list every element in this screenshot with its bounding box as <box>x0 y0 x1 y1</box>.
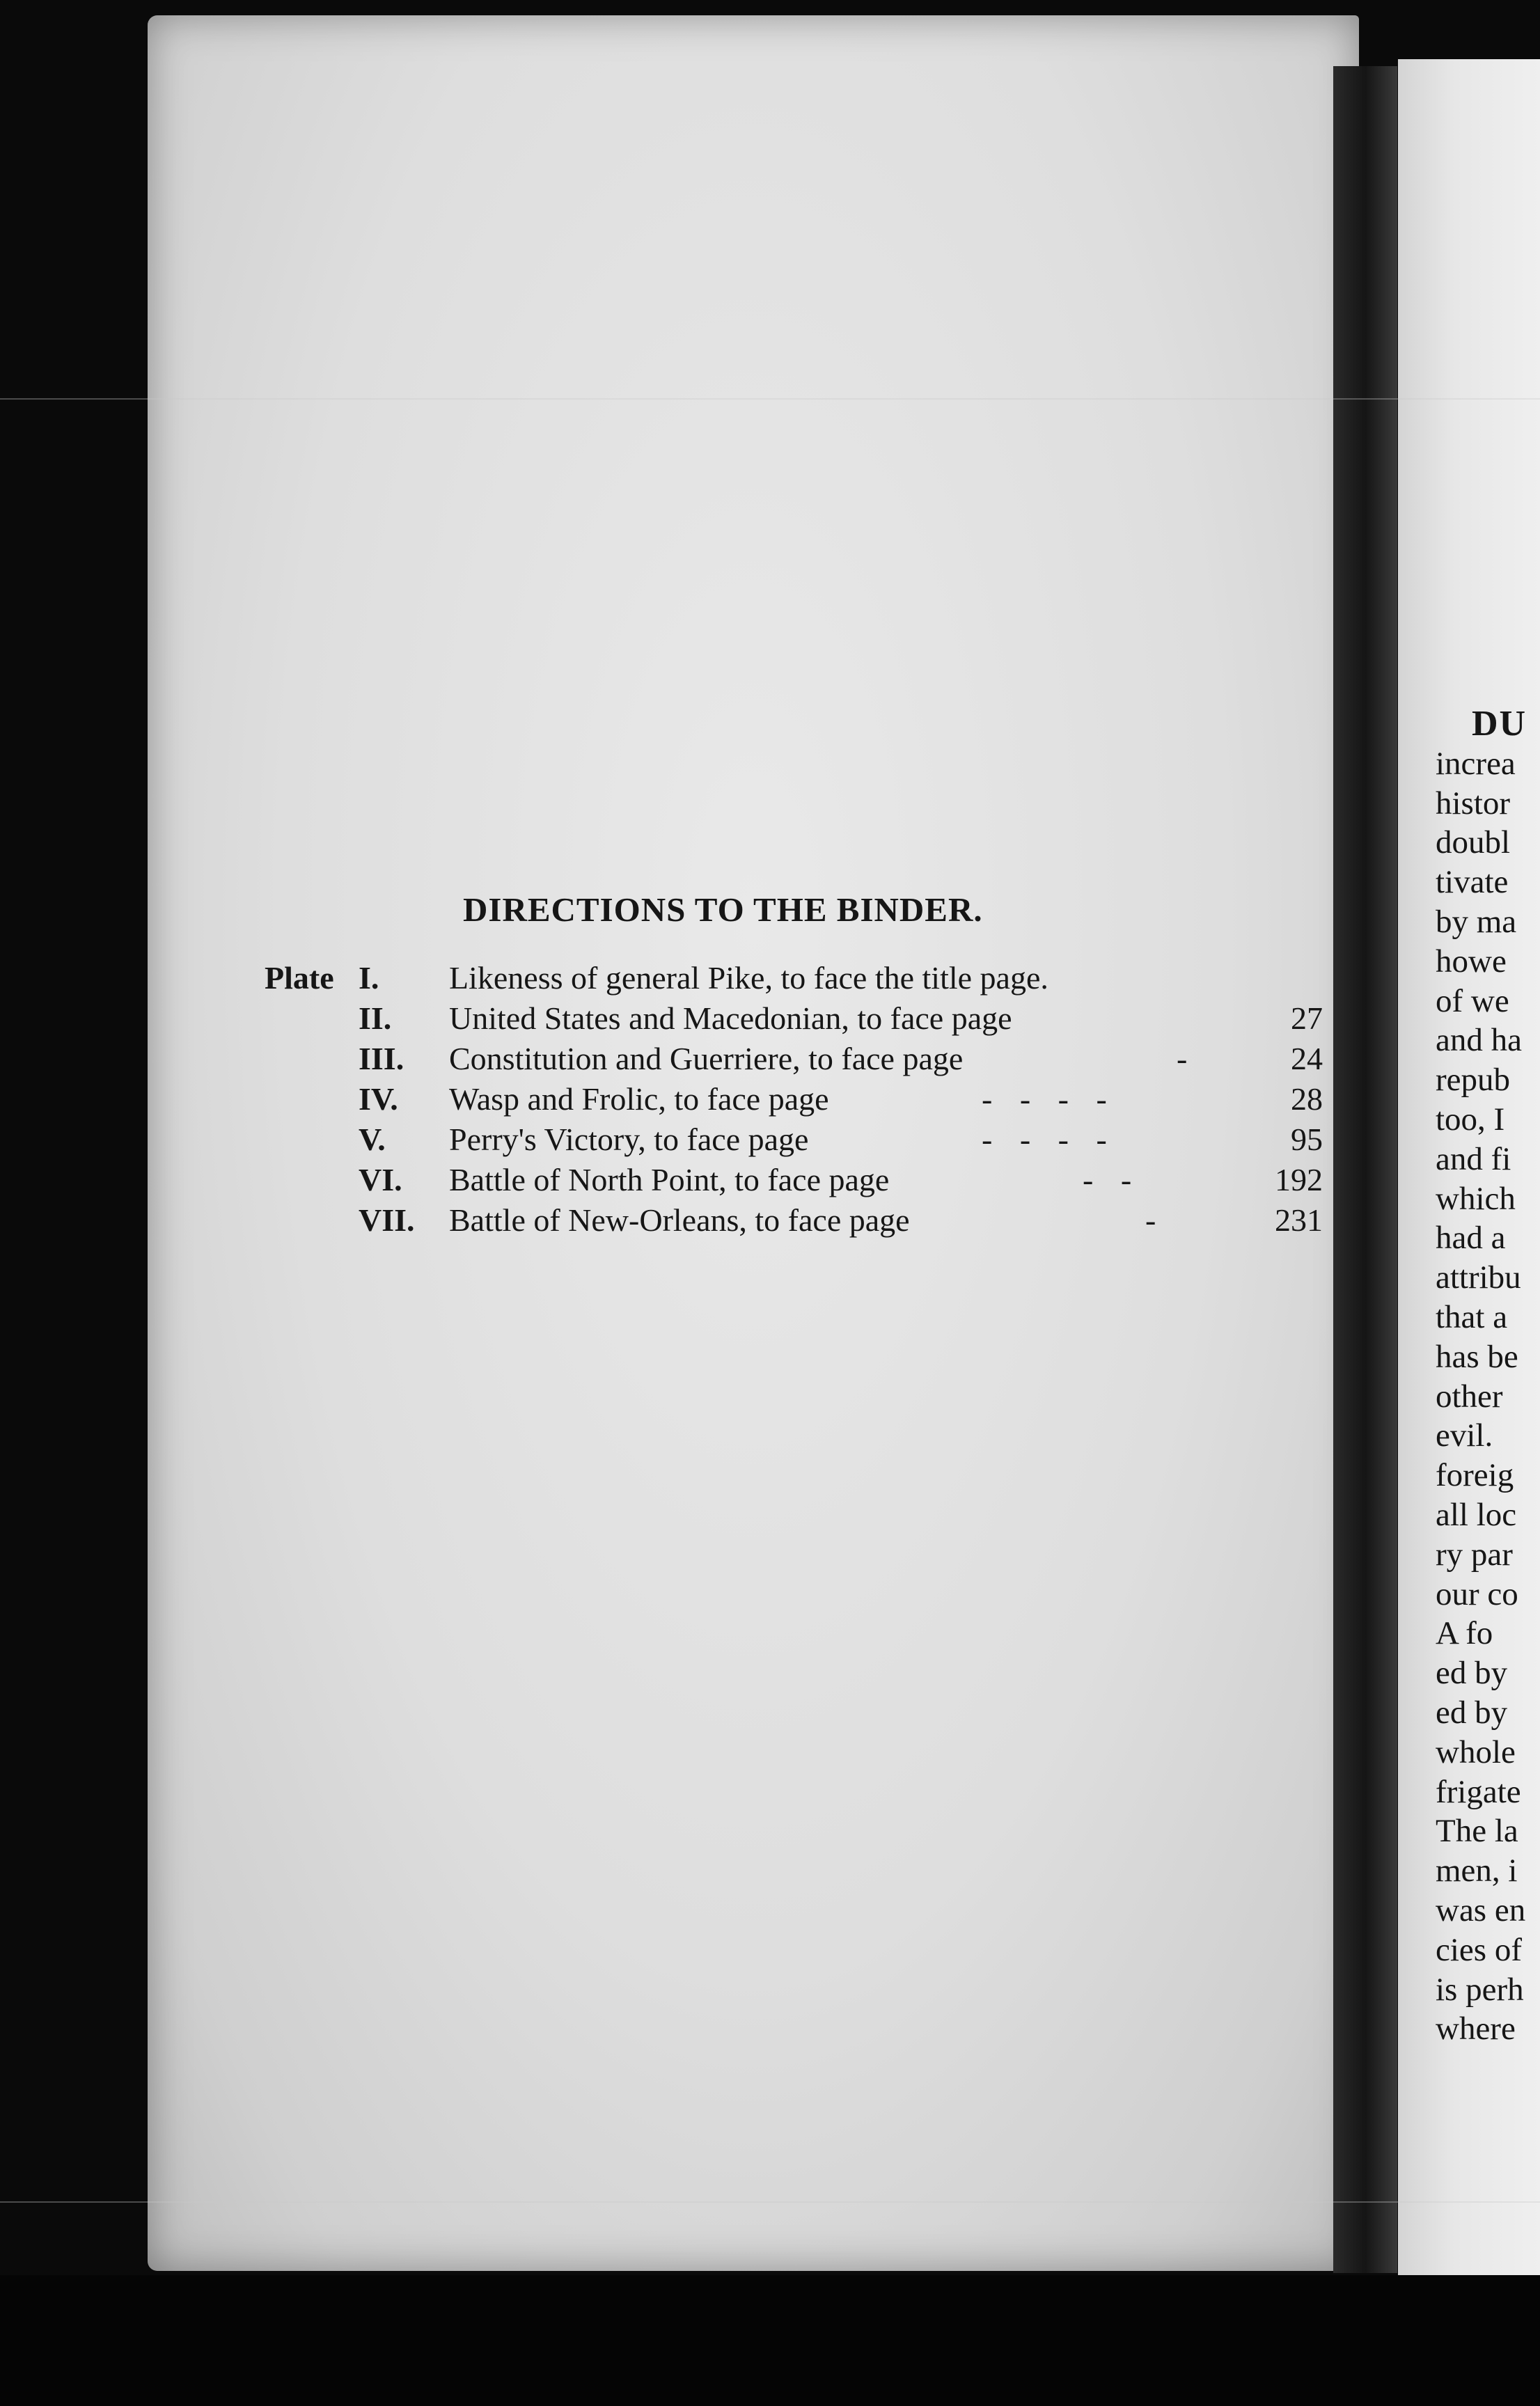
facing-page-line: A fo <box>1436 1615 1493 1652</box>
plate-page-number: 95 <box>1291 1122 1323 1157</box>
facing-page-line: had a <box>1436 1220 1506 1257</box>
facing-page-line: histor <box>1436 785 1511 821</box>
facing-page-line: The la <box>1436 1813 1518 1850</box>
facing-page-line: increa <box>1436 745 1516 782</box>
plate-list <box>265 959 1323 1242</box>
facing-page-text <box>1436 705 1540 2049</box>
facing-page-line: and fi <box>1436 1140 1511 1177</box>
facing-page-line: which <box>1436 1180 1516 1217</box>
facing-page-line: attribu <box>1436 1259 1521 1296</box>
plate-numeral: VI. <box>359 1162 402 1197</box>
facing-page-line: too, I <box>1436 1101 1505 1138</box>
facing-page-line: of we <box>1436 982 1509 1019</box>
plate-entry <box>265 1080 1323 1121</box>
plate-page-number: 28 <box>1291 1081 1323 1117</box>
plate-description: Likeness of general Pike, to face the title page. <box>449 960 1048 996</box>
plate-numeral: VII. <box>359 1202 415 1238</box>
facing-page-line: ed by <box>1436 1694 1508 1731</box>
facing-page-line: evil. <box>1436 1417 1493 1454</box>
page-heading: DIRECTIONS TO THE BINDER. <box>463 890 983 929</box>
facing-page-line: foreig <box>1436 1457 1514 1494</box>
facing-page-line: by ma <box>1436 903 1517 940</box>
plate-page-number: 27 <box>1291 1000 1323 1036</box>
facing-page-line: ed by <box>1436 1655 1508 1692</box>
plate-label: Plate <box>265 960 334 996</box>
plate-description: Constitution and Guerriere, to face page <box>449 1041 964 1076</box>
plate-entry <box>265 1040 1323 1080</box>
facing-page-line: frigate <box>1436 1773 1521 1810</box>
facing-page-line: other <box>1436 1378 1503 1415</box>
facing-page-line: that a <box>1436 1298 1508 1335</box>
bottom-margin <box>0 2275 1540 2406</box>
facing-page-line: cies of <box>1436 1931 1522 1968</box>
facing-page-line: is perh <box>1436 1971 1524 2008</box>
facing-page-line: and ha <box>1436 1022 1522 1059</box>
leader-dashes: - - - - <box>982 1081 1117 1117</box>
plate-entry <box>265 1121 1323 1161</box>
plate-page-number: 231 <box>1275 1202 1323 1238</box>
leader-dashes: - <box>1177 1041 1197 1076</box>
facing-page-line: repub <box>1436 1062 1511 1099</box>
plate-description: Perry's Victory, to face page <box>449 1122 809 1157</box>
plate-entry <box>265 959 1323 1000</box>
plate-numeral: V. <box>359 1122 386 1157</box>
scan-line <box>0 398 1540 400</box>
plate-entry <box>265 1161 1323 1202</box>
facing-page-line: tivate <box>1436 864 1509 901</box>
plate-description: Wasp and Frolic, to face page <box>449 1081 829 1117</box>
plate-numeral: III. <box>359 1041 404 1076</box>
facing-page-line: ry par <box>1436 1536 1513 1573</box>
facing-page-line: was en <box>1436 1892 1526 1928</box>
facing-page-line: DU <box>1472 705 1527 744</box>
plate-entry <box>265 1202 1323 1242</box>
facing-page-line: our co <box>1436 1575 1518 1612</box>
plate-description: United States and Macedonian, to face page <box>449 1000 1012 1036</box>
facing-page-line: all loc <box>1436 1496 1517 1533</box>
plate-page-number: 24 <box>1291 1041 1323 1076</box>
facing-page-line: doubl <box>1436 824 1511 861</box>
plate-numeral: II. <box>359 1000 392 1036</box>
leader-dashes: - - <box>1083 1162 1142 1197</box>
plate-description: Battle of North Point, to face page <box>449 1162 890 1197</box>
facing-page-line: where <box>1436 2011 1516 2047</box>
scan-line <box>0 2201 1540 2203</box>
plate-numeral: IV. <box>359 1081 398 1117</box>
leader-dashes: - - - - <box>982 1122 1117 1157</box>
plate-page-number: 192 <box>1275 1162 1323 1197</box>
plate-description: Battle of New-Orleans, to face page <box>449 1202 910 1238</box>
leader-dashes: - <box>1145 1202 1166 1238</box>
facing-page-line: whole <box>1436 1733 1516 1770</box>
plate-entry <box>265 1000 1323 1040</box>
plate-numeral: I. <box>359 960 379 996</box>
facing-page-line: has be <box>1436 1338 1518 1375</box>
facing-page-line: howe <box>1436 943 1507 980</box>
facing-page-line: men, i <box>1436 1853 1518 1889</box>
